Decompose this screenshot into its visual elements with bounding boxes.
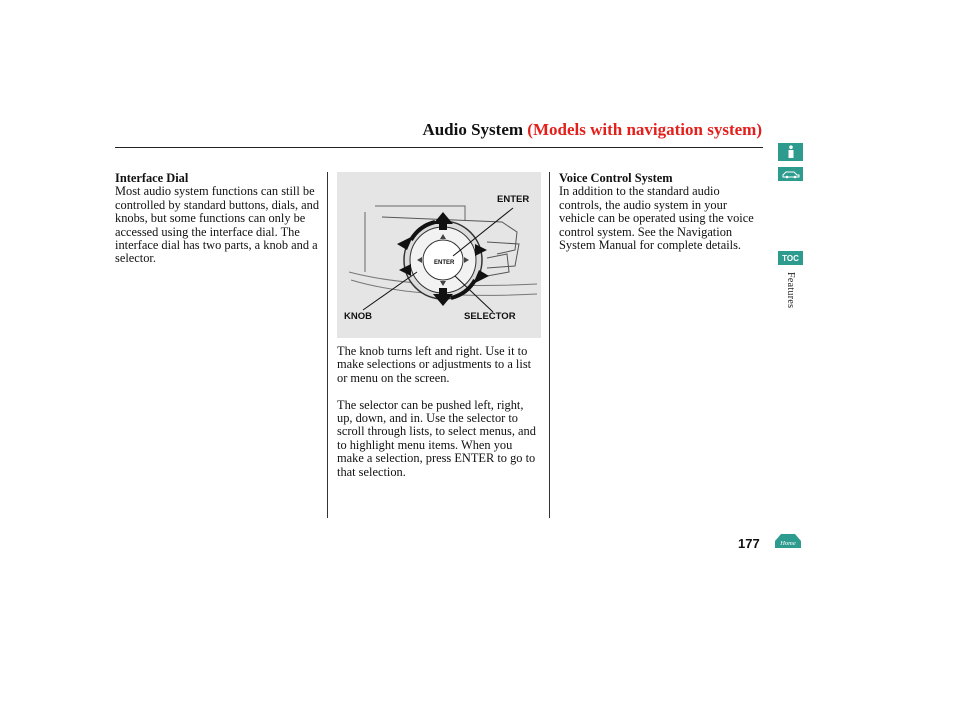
voice-control-section — [559, 172, 754, 252]
home-button[interactable] — [774, 533, 802, 554]
interface-dial-section — [115, 172, 323, 266]
knob-paragraph: The knob turns left and right. Use it to make selections or adjustments to a list or menu on the screen. — [337, 344, 532, 385]
section-title: Audio System — [422, 120, 524, 139]
toc-button[interactable]: TOC — [778, 251, 803, 265]
header-rule — [115, 147, 763, 148]
section-subtitle: (Models with navigation system) — [527, 120, 762, 139]
column-divider-1 — [327, 172, 328, 518]
knob-label: KNOB — [344, 311, 372, 322]
interface-dial-heading: Interface Dial — [115, 171, 189, 185]
car-icon — [781, 170, 801, 179]
home-label: Home — [780, 540, 796, 547]
knob-selector-text — [337, 345, 541, 479]
voice-control-heading: Voice Control System — [559, 171, 673, 185]
page-header — [115, 120, 762, 146]
home-icon — [774, 533, 802, 549]
column-divider-2 — [549, 172, 550, 518]
page-number: 177 — [738, 536, 760, 551]
section-tab-features[interactable]: Features — [785, 272, 796, 309]
info-button[interactable] — [778, 143, 803, 161]
voice-control-body: In addition to the standard audio controls, the audio system in your vehicle can be operated using the voice control system. See the Navigation System Manual for complete details. — [559, 184, 754, 253]
info-icon — [786, 145, 796, 159]
enter-label: ENTER — [497, 194, 530, 205]
interface-dial-body: Most audio system functions can still be controlled by standard buttons, dials, and knobs, but some functions can only be accessed using the interface dial. The interface dial has two parts, a knob and a selector. — [115, 184, 320, 266]
selector-label: SELECTOR — [464, 311, 516, 322]
interface-dial-figure — [337, 172, 541, 338]
dial-enter-text: ENTER — [434, 260, 455, 266]
selector-paragraph: The selector can be pushed left, right, up, down, and in. Use the selector to scroll through lists, to select menus, and to highlight menu items. When you make a selection, press ENTER to go to that selection. — [337, 397, 536, 479]
vehicle-index-button[interactable] — [778, 167, 803, 181]
